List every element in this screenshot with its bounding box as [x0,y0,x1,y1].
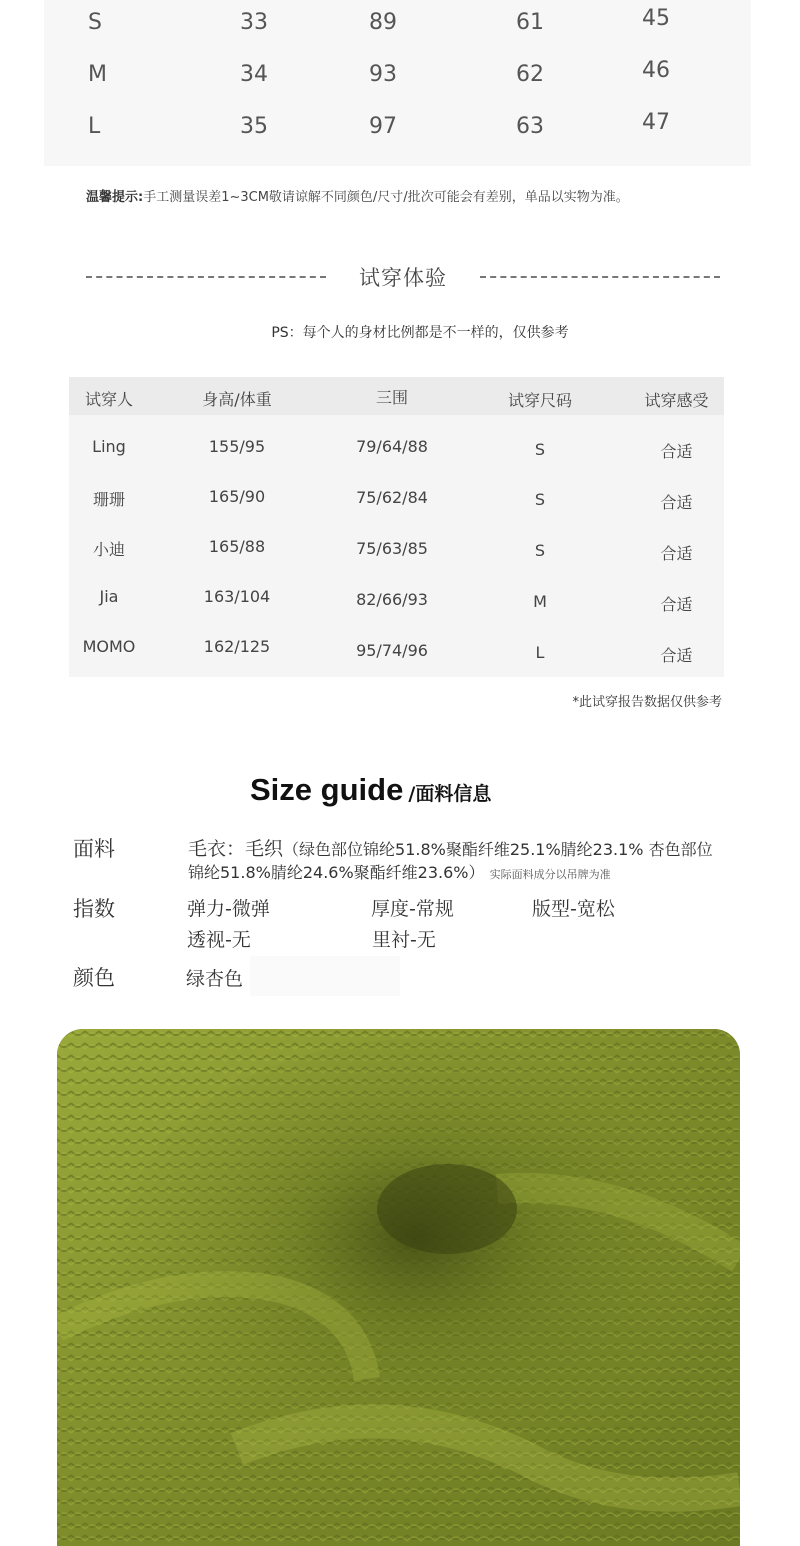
table-cell: 75/63/85 [356,539,428,558]
size-row-m [44,58,751,92]
header-cell: 试穿人 [84,390,133,409]
table-cell: 合适 [660,493,693,512]
size-value: 97 [369,114,397,139]
title-chinese: /面料信息 [408,783,492,805]
table-cell: 合适 [660,544,693,563]
photo-fold-core [377,1164,517,1254]
index-transparency: 透视-无 [187,929,251,951]
size-value: 63 [516,114,544,139]
table-cell: 75/62/84 [356,488,428,507]
table-cell: 合适 [660,646,693,665]
table-cell: 165/88 [208,537,266,556]
table-cell: S [534,490,546,509]
table-cell: S [534,440,546,459]
table-cell: 163/104 [203,587,271,606]
header-cell: 身高/体重 [202,390,272,409]
table-cell: 合适 [660,442,693,461]
size-row-s [44,6,751,40]
table-cell: MOMO [82,637,136,656]
table-cell: L [535,643,545,662]
color-label: 颜色 [73,966,115,990]
index-lining: 里衬-无 [372,929,436,951]
fabric-detail-2: 锦纶51.8%腈纶24.6%聚酯纤维23.6%） [188,863,485,882]
size-value: 62 [516,62,544,87]
tryon-footnote: *此试穿报告数据仅供参考 [572,695,722,710]
header-cell: 试穿尺码 [507,391,572,410]
divider-right [480,276,720,278]
size-value: 47 [642,110,670,135]
table-cell: Jia [99,587,119,606]
ps-note: PS：每个人的身材比例都是不一样的，仅供参考 [271,325,569,341]
size-value: 34 [240,62,268,87]
size-guide-title [250,772,491,808]
index-thickness: 厚度-常规 [371,898,454,920]
section-title: 试穿体验 [359,266,447,290]
table-cell: 合适 [660,595,693,614]
table-cell: 82/66/93 [356,590,428,609]
title-english: Size guide [250,772,404,807]
size-label: M [88,62,107,87]
index-fit: 版型-宽松 [532,898,615,920]
table-cell: 79/64/88 [356,437,428,456]
fabric-detail-1: （绿色部位锦纶51.8%聚酯纤维25.1%腈纶23.1% 杏色部位 [283,840,713,859]
table-cell: 162/125 [203,637,271,656]
color-value: 绿杏色 [186,968,244,990]
size-value: 46 [642,58,670,83]
size-value: 45 [642,6,670,31]
tryon-table [69,377,724,677]
size-label: S [88,10,102,35]
fabric-line-2 [188,860,611,883]
tip-label: 温馨提示: [86,190,144,205]
index-elasticity: 弹力-微弹 [187,898,270,920]
measurement-tip [86,186,629,205]
table-cell: 小迪 [92,540,125,559]
header-cell: 试穿感受 [644,391,709,410]
fabric-line-1 [188,834,713,861]
size-chart-table [44,0,751,166]
size-value: 93 [369,62,397,87]
color-swatch-placeholder [250,956,400,996]
size-value: 89 [369,10,397,35]
fabric-main: 毛衣：毛织 [188,838,284,860]
table-cell: 95/74/96 [356,641,428,660]
table-cell: M [533,592,547,611]
table-cell: 155/95 [208,437,266,456]
tryon-section-header [86,262,720,292]
size-value: 61 [516,10,544,35]
header-cell: 三围 [375,388,408,407]
size-value: 35 [240,114,268,139]
fabric-note: 实际面料成分以吊牌为准 [489,868,611,881]
tryon-table-header [69,377,724,415]
table-cell: 165/90 [208,487,266,506]
size-row-l [44,110,751,144]
table-cell: 珊珊 [92,490,125,509]
size-value: 33 [240,10,268,35]
index-label: 指数 [73,897,115,921]
fabric-closeup-photo [57,1029,740,1546]
size-label: L [88,114,101,139]
fabric-label: 面料 [73,837,115,861]
table-cell: Ling [92,437,126,456]
table-cell: S [534,541,546,560]
tip-text: 手工测量误差1~3CM敬请谅解不同颜色/尺寸/批次可能会有差别，单品以实物为准。 [143,190,629,205]
